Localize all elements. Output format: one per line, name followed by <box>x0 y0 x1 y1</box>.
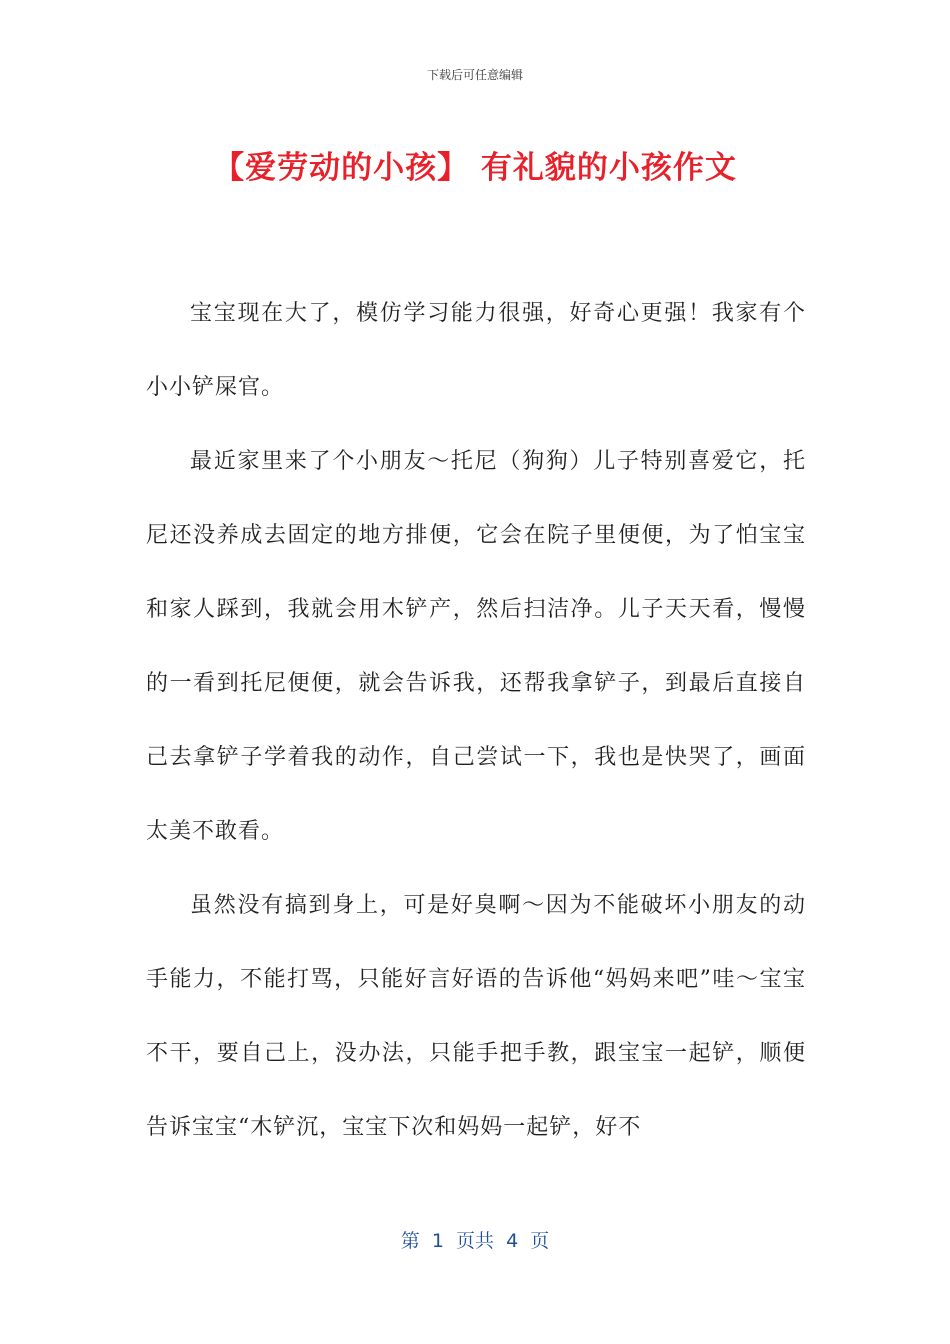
document-body <box>146 277 806 1165</box>
paragraph: 宝宝现在大了，模仿学习能力很强，好奇心更强！我家有个小小铲屎官。 <box>146 301 806 400</box>
document-title: 【爱劳动的小孩】 有礼貌的小孩作文 <box>213 150 737 186</box>
page-number-footer: 第 1 页共 4 页 <box>400 1230 550 1252</box>
header-note: 下载后可任意编辑 <box>426 68 523 82</box>
paragraph: 虽然没有搞到身上，可是好臭啊～因为不能破坏小朋友的动手能力，不能打骂，只能好言好语的告诉他“妈妈来吧”哇～宝宝不干，要自己上，没办法，只能手把手教，跟宝宝一起铲，顺便告诉宝宝“木铲沉，宝宝下次和妈妈一起铲，好不 <box>146 893 806 1140</box>
paragraph: 最近家里来了个小朋友～托尼（狗狗）儿子特别喜爱它，托尼还没养成去固定的地方排便，它会在院子里便便，为了怕宝宝和家人踩到，我就会用木铲产，然后扫洁净。儿子天天看，慢慢的一看到托尼便便，就会告诉我，还帮我拿铲子，到最后直接自己去拿铲子学着我的动作，自己尝试一下，我也是快哭了，画面太美不敢看。 <box>146 449 806 844</box>
